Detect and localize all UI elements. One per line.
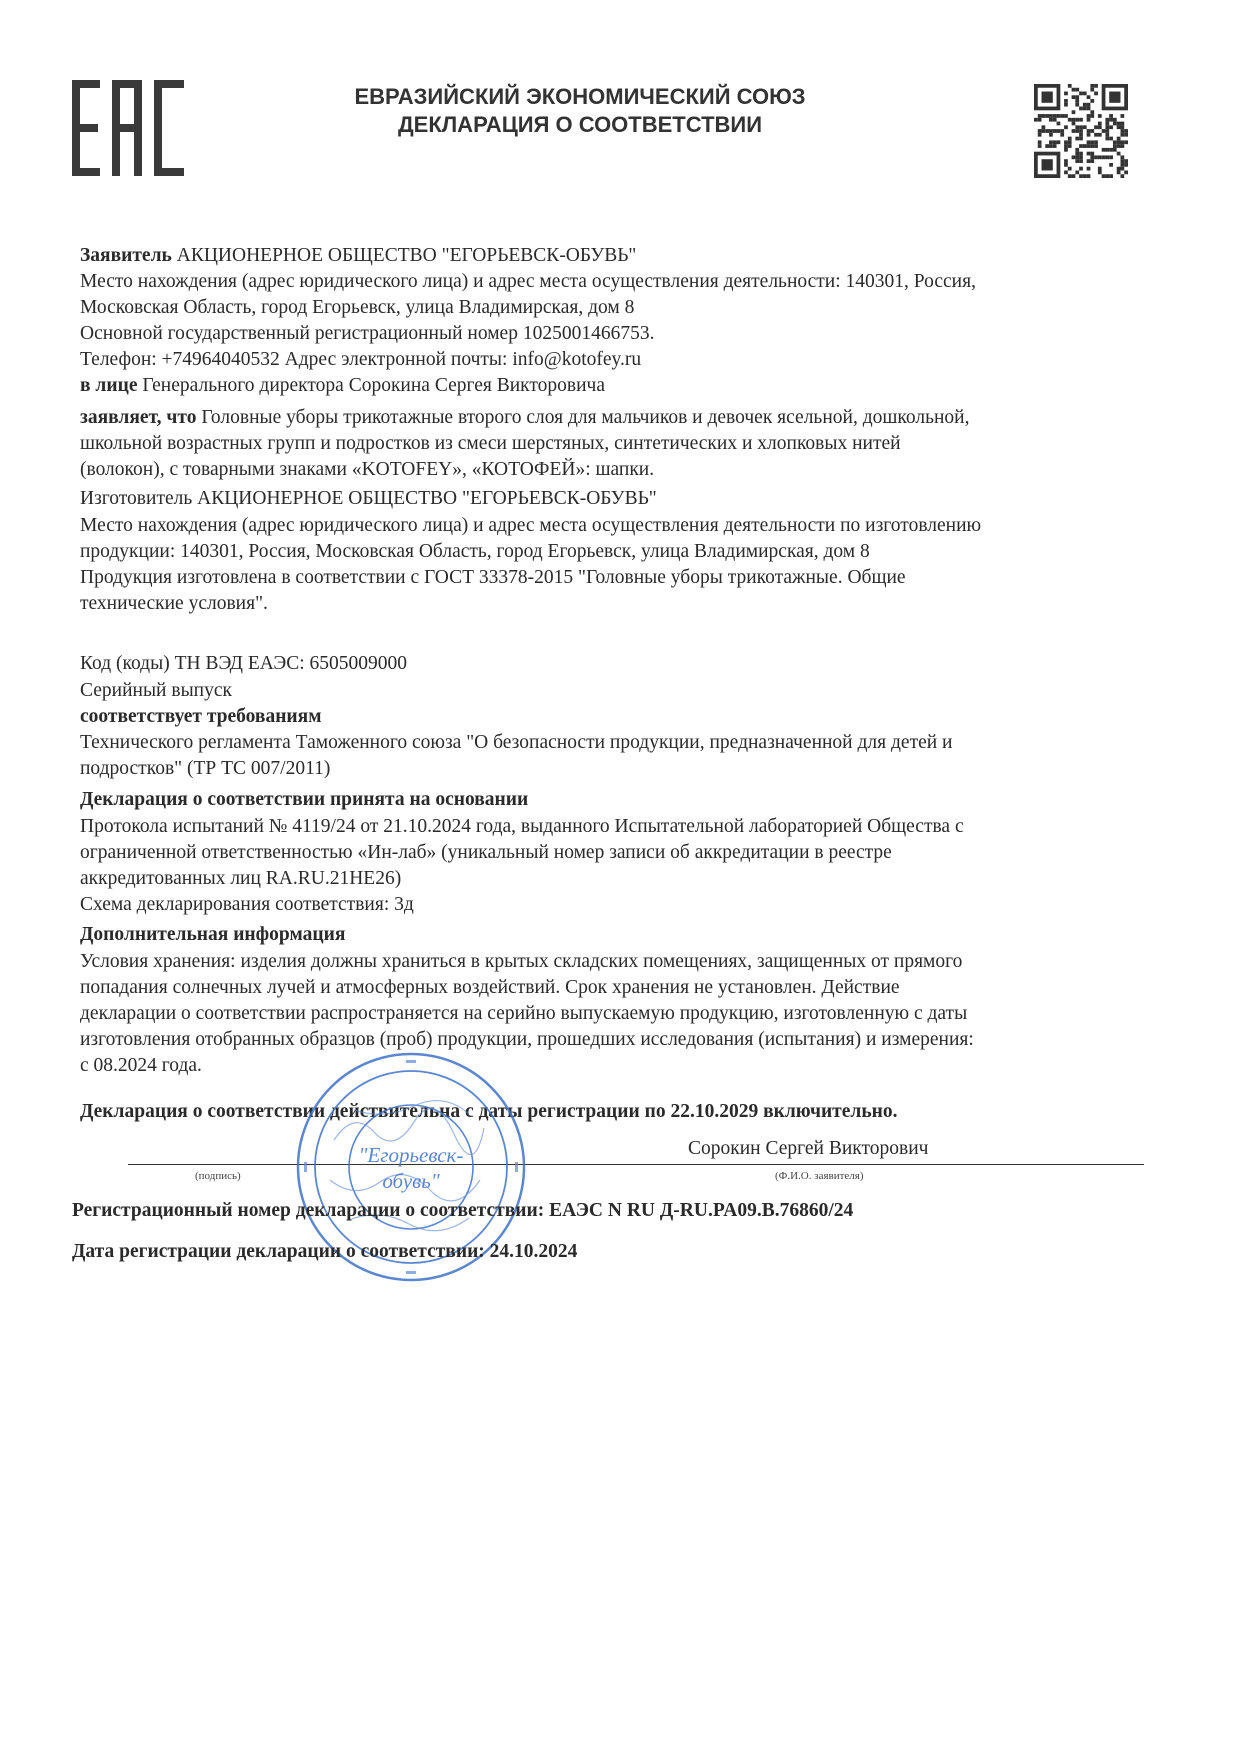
manufacturer-line-3: продукции: 140301, Россия, Московская Область, город Егорьевск, улица Владимирская, дом 8	[80, 541, 870, 562]
applicant-person-line	[80, 375, 605, 397]
applicant-address-2: Московская Область, город Егорьевск, улица Владимирская, дом 8	[80, 297, 635, 318]
additional-line-4: изготовления отобранных образцов (проб) продукции, прошедших исследования (испытания) и измерения:	[80, 1029, 974, 1050]
registration-date: Дата регистрации декларации о соответствии: 24.10.2024	[72, 1241, 578, 1262]
additional-heading: Дополнительная информация	[80, 924, 346, 945]
compliance-line-1: Технического регламента Таможенного союза "О безопасности продукции, предназначенной для детей и	[80, 732, 953, 753]
qr-code	[1034, 84, 1128, 178]
eac-logo-mark	[72, 80, 184, 176]
basis-line-3: аккредитованных лиц RA.RU.21НЕ26)	[80, 868, 402, 889]
declares-text-1: Головные уборы трикотажные второго слоя для мальчиков и девочек ясельной, дошкольной,	[196, 407, 970, 428]
applicant-ogrn: Основной государственный регистрационный номер 1025001466753.	[80, 323, 655, 344]
manufacturer-line-2: Место нахождения (адрес юридического лица) и адрес места осуществления деятельности по изготовлению	[80, 515, 982, 536]
serial-release: Серийный выпуск	[80, 680, 232, 701]
additional-line-1: Условия хранения: изделия должны храниться в крытых складских помещениях, защищенных от прямого	[80, 951, 963, 972]
declares-line-3: (волокон), с товарными знаками «KOTOFEY», «КОТОФЕЙ»: шапки.	[80, 459, 655, 480]
qr-code-graphic	[1034, 84, 1128, 178]
additional-line-2: попадания солнечных лучей и атмосферных воздействий. Срок хранения не установлен. Действие	[80, 977, 900, 998]
declares-line-2: школьной возрастных групп и подростков из смеси шерстяных, синтетических и хлопковых нитей	[80, 433, 901, 454]
manufacturer-line-5: технические условия".	[80, 593, 268, 614]
declaration-scheme: Схема декларирования соответствия: 3д	[80, 894, 414, 915]
stamp-text-1: "Егорьевск-	[358, 1143, 464, 1167]
manufacturer-line-4: Продукция изготовлена в соответствии с ГОСТ 33378-2015 "Головные уборы трикотажные. Общие	[80, 567, 906, 588]
compliance-line-2: подростков" (ТР ТС 007/2011)	[80, 758, 331, 779]
basis-heading: Декларация о соответствии принята на основании	[80, 789, 529, 810]
basis-line-1: Протокола испытаний № 4119/24 от 21.10.2024 года, выданного Испытательной лабораторией Общества с	[80, 816, 964, 837]
applicant-contacts: Телефон: +74964040532 Адрес электронной почты: info@kotofey.ru	[80, 349, 642, 370]
declares-line-1	[80, 407, 969, 429]
declares-label: заявляет, что	[80, 407, 197, 428]
applicant-person-label: в лице	[80, 375, 138, 396]
applicant-person: Генерального директора Сорокина Сергея Викторовича	[137, 375, 605, 396]
signature-name: Сорокин Сергей Викторович	[688, 1138, 929, 1159]
name-caption: (Ф.И.О. заявителя)	[775, 1170, 864, 1182]
header-title-union: ЕВРАЗИЙСКИЙ ЭКОНОМИЧЕСКИЙ СОЮЗ	[354, 84, 806, 109]
tn-ved-code: Код (коды) ТН ВЭД ЕАЭС: 6505009000	[80, 653, 408, 674]
validity-statement: Декларация о соответствии действительна с даты регистрации по 22.10.2029 включительно.	[80, 1101, 898, 1122]
applicant-address-1: Место нахождения (адрес юридического лица) и адрес места осуществления деятельности: 140301, Россия,	[80, 271, 976, 292]
header-title-declaration: ДЕКЛАРАЦИЯ О СООТВЕТСТВИИ	[397, 112, 763, 137]
applicant-label: Заявитель	[80, 245, 172, 266]
eac-logo	[72, 80, 184, 176]
applicant-line	[80, 245, 636, 267]
basis-line-2: ограниченной ответственностью «Ин-лаб» (уникальный номер записи об аккредитации в реестре	[80, 842, 892, 863]
registration-number: Регистрационный номер декларации о соответствии: ЕАЭС N RU Д-RU.PA09.B.76860/24	[72, 1200, 854, 1221]
signature-line	[128, 1164, 1144, 1165]
applicant-name: АКЦИОНЕРНОЕ ОБЩЕСТВО "ЕГОРЬЕВСК-ОБУВЬ"	[171, 245, 637, 266]
signature-caption: (подпись)	[195, 1170, 241, 1182]
stamp-text-2: обувь"	[382, 1169, 440, 1193]
additional-line-3: декларации о соответствии распространяется на серийно выпускаемую продукцию, изготовленную с даты	[80, 1003, 968, 1024]
manufacturer-line-1: Изготовитель АКЦИОНЕРНОЕ ОБЩЕСТВО "ЕГОРЬЕВСК-ОБУВЬ"	[80, 488, 657, 509]
compliance-heading: соответствует требованиям	[80, 706, 322, 727]
additional-line-5: с 08.2024 года.	[80, 1055, 202, 1076]
